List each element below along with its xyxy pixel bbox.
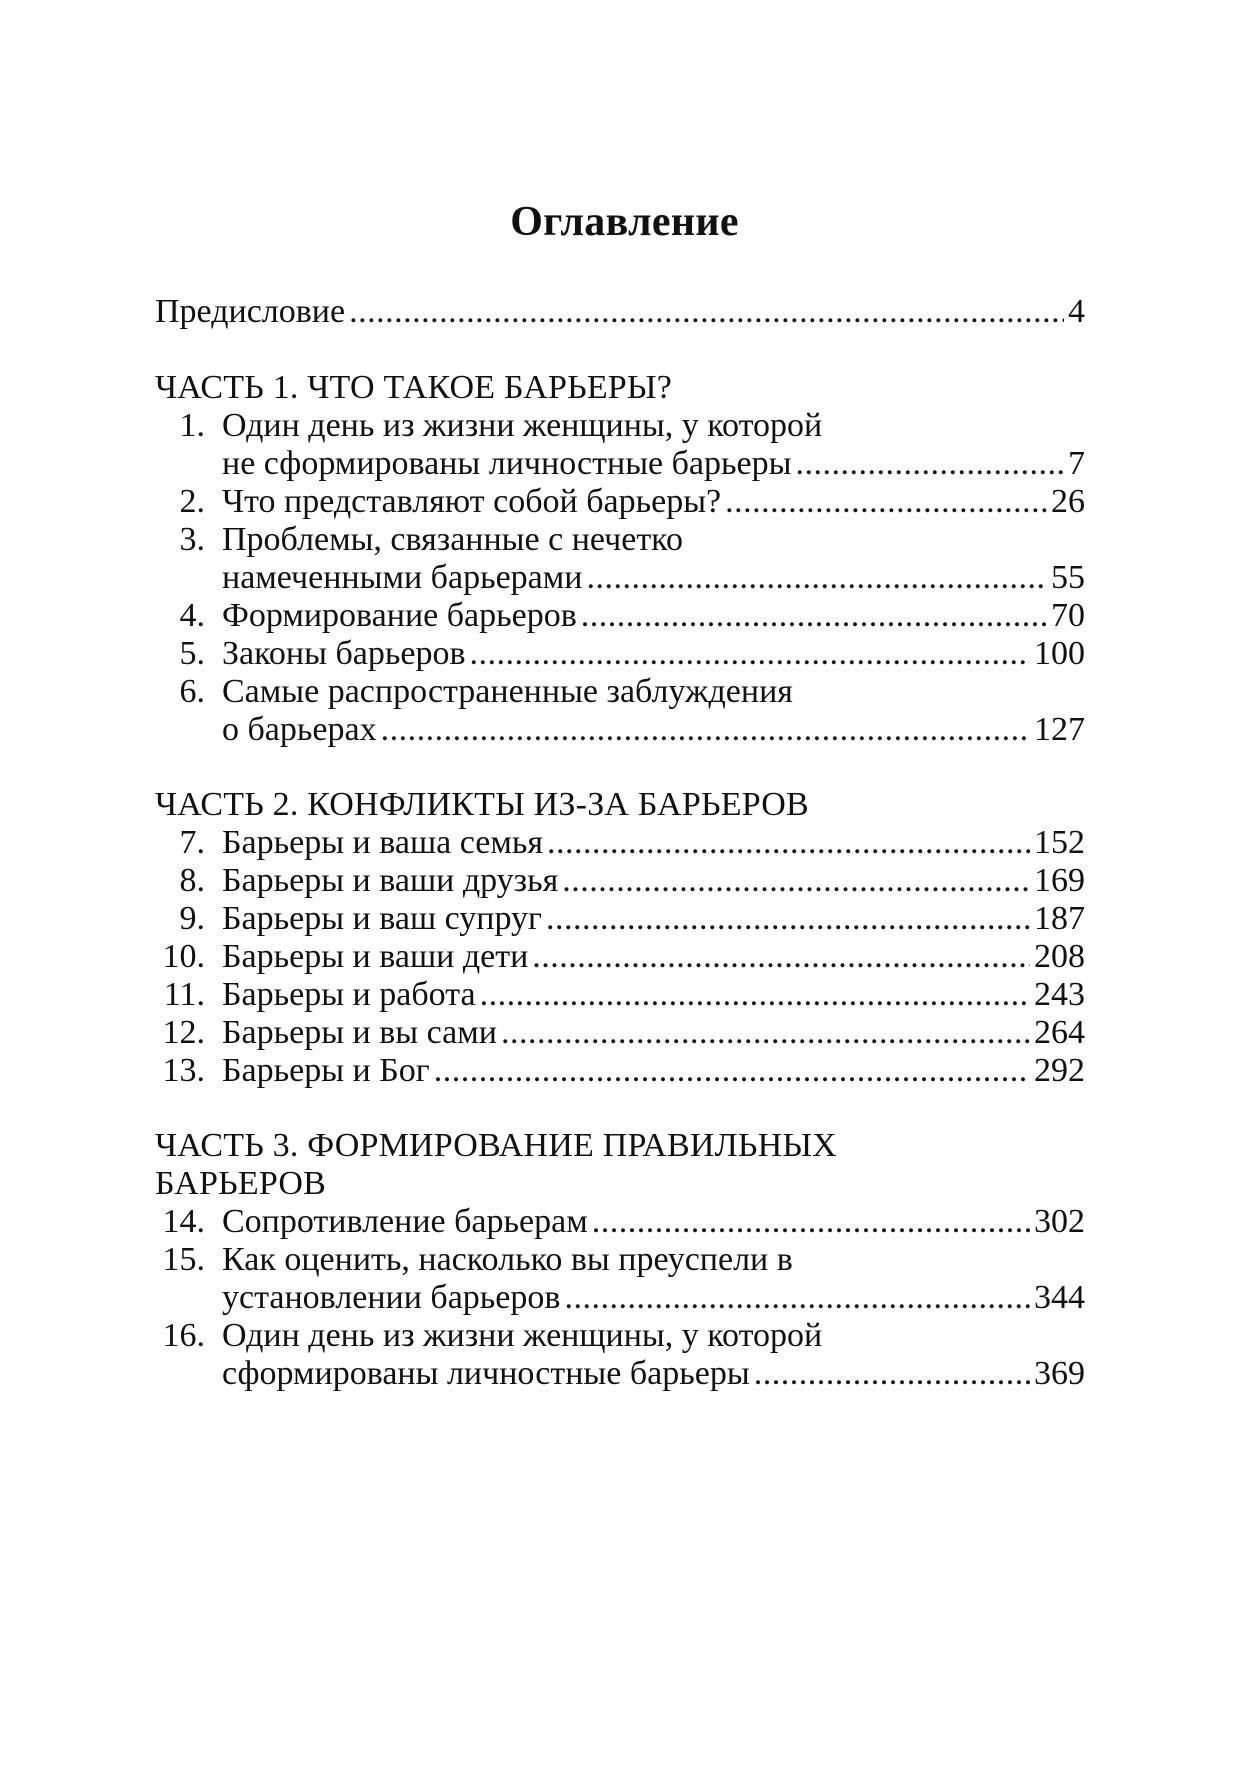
chapter-number: 4.: [179, 597, 205, 634]
chapter-number: 13.: [162, 1052, 205, 1089]
toc-entry: [155, 1200, 1085, 1243]
toc-page-number: 100: [1034, 635, 1085, 672]
toc-page-number: 26: [1051, 483, 1085, 520]
chapter-title-line1: Самые распространенные заблуждения: [222, 673, 793, 710]
toc-entry: [155, 935, 1085, 978]
toc-page-number: 55: [1051, 559, 1085, 596]
chapter-number: 8.: [179, 862, 205, 899]
chapter-title: Барьеры и работа: [222, 976, 476, 1013]
chapter-number: 6.: [179, 673, 205, 710]
toc-page-number: 243: [1034, 976, 1085, 1013]
chapter-number: 10.: [162, 938, 205, 975]
chapter-title: Законы барьеров: [222, 635, 466, 672]
toc-entry: [155, 859, 1085, 902]
toc-page-number: 344: [1034, 1279, 1085, 1316]
toc-page-number: 70: [1051, 597, 1085, 634]
chapter-number: 14.: [162, 1203, 205, 1240]
chapter-title-line2: сформированы личностные барьеры: [222, 1355, 750, 1392]
part-heading: ЧАСТЬ 3. ФОРМИРОВАНИЕ ПРАВИЛЬНЫХ: [155, 1127, 837, 1164]
toc-entry: [155, 594, 1085, 637]
dot-leader: [480, 973, 1030, 1016]
chapter-number: 7.: [179, 824, 205, 861]
part-heading: ЧАСТЬ 1. ЧТО ТАКОЕ БАРЬЕРЫ?: [155, 369, 673, 406]
part-heading: ЧАСТЬ 2. КОНФЛИКТЫ ИЗ-ЗА БАРЬЕРОВ: [155, 786, 809, 823]
part-heading-line2: БАРЬЕРОВ: [155, 1165, 326, 1202]
toc-entry: [155, 670, 1085, 713]
chapter-number: 1.: [179, 407, 205, 444]
chapter-title: Что представляют собой барьеры?: [222, 483, 722, 520]
toc-page-number: 208: [1034, 938, 1085, 975]
toc-entry: [155, 1314, 1085, 1357]
toc-entry: [155, 632, 1085, 675]
toc-entry: [155, 1049, 1085, 1092]
toc-page-number: 302: [1034, 1203, 1085, 1240]
dot-leader: [532, 935, 1030, 978]
chapter-number: 15.: [162, 1241, 205, 1278]
dot-leader: [501, 1011, 1030, 1054]
chapter-title: Сопротивление барьерам: [222, 1203, 588, 1240]
toc-page-number: 4: [1068, 293, 1085, 330]
chapter-number: 3.: [179, 521, 205, 558]
toc-entry: [155, 1238, 1085, 1281]
toc-entry-continued: [155, 1352, 1085, 1395]
chapter-title-line2: установлении барьеров: [222, 1279, 561, 1316]
toc-page-number: 152: [1034, 824, 1085, 861]
dot-leader: [581, 594, 1047, 637]
chapter-number: 2.: [179, 483, 205, 520]
chapter-title-line2: о барьерах: [222, 711, 377, 748]
toc-entry: [155, 480, 1085, 523]
chapter-title-line1: Проблемы, связанные с нечетко: [222, 521, 683, 558]
dot-leader: [564, 1276, 1030, 1319]
dot-leader: [795, 442, 1064, 485]
dot-leader: [725, 480, 1047, 523]
dot-leader: [562, 859, 1030, 902]
toc-page-number: 127: [1034, 711, 1085, 748]
chapter-title: Формирование барьеров: [222, 597, 577, 634]
chapter-title-line1: Как оценить, насколько вы преуспели в: [222, 1241, 793, 1278]
toc-entry: [155, 404, 1085, 447]
toc-entry: [155, 518, 1085, 561]
toc-entry-preface: [155, 290, 1085, 333]
toc-entry-continued: [155, 556, 1085, 599]
toc-page-number: 7: [1068, 445, 1085, 482]
dot-leader: [349, 290, 1064, 333]
toc-page-number: 187: [1034, 900, 1085, 937]
toc-entry: [155, 1011, 1085, 1054]
chapter-number: 16.: [162, 1317, 205, 1354]
chapter-title-line2: намеченными барьерами: [222, 559, 583, 596]
dot-leader: [381, 708, 1030, 751]
toc-page-number: 264: [1034, 1014, 1085, 1051]
dot-leader: [586, 556, 1047, 599]
chapter-number: 11.: [163, 976, 205, 1013]
toc-page-number: 369: [1034, 1355, 1085, 1392]
chapter-number: 9.: [179, 900, 205, 937]
chapter-title-line1: Один день из жизни женщины, у которой: [222, 407, 823, 444]
dot-leader: [592, 1200, 1030, 1243]
chapter-title-line1: Один день из жизни женщины, у которой: [222, 1317, 823, 1354]
dot-leader: [470, 632, 1031, 675]
page-title: Оглавление: [510, 199, 739, 245]
toc-entry-continued: [155, 708, 1085, 751]
toc-entry-continued: [155, 1276, 1085, 1319]
toc-entry: [155, 973, 1085, 1016]
chapter-title: Барьеры и Бог: [222, 1052, 430, 1089]
chapter-title: Барьеры и вы сами: [222, 1014, 497, 1051]
dot-leader: [547, 821, 1030, 864]
chapter-number: 12.: [162, 1014, 205, 1051]
toc-page-number: 292: [1034, 1052, 1085, 1089]
chapter-number: 5.: [179, 635, 205, 672]
toc-entry-label: Предисловие: [155, 293, 346, 330]
dot-leader: [754, 1352, 1030, 1395]
dot-leader: [546, 897, 1030, 940]
toc-page-number: 169: [1034, 862, 1085, 899]
chapter-title-line2: не сформированы личностные барьеры: [222, 445, 792, 482]
chapter-title: Барьеры и ваши дети: [222, 938, 529, 975]
chapter-title: Барьеры и ваша семья: [222, 824, 543, 861]
chapter-title: Барьеры и ваш супруг: [222, 900, 542, 937]
toc-entry: [155, 897, 1085, 940]
dot-leader: [434, 1049, 1030, 1092]
chapter-title: Барьеры и ваши друзья: [222, 862, 559, 899]
toc-entry-continued: [155, 442, 1085, 485]
toc-entry: [155, 821, 1085, 864]
